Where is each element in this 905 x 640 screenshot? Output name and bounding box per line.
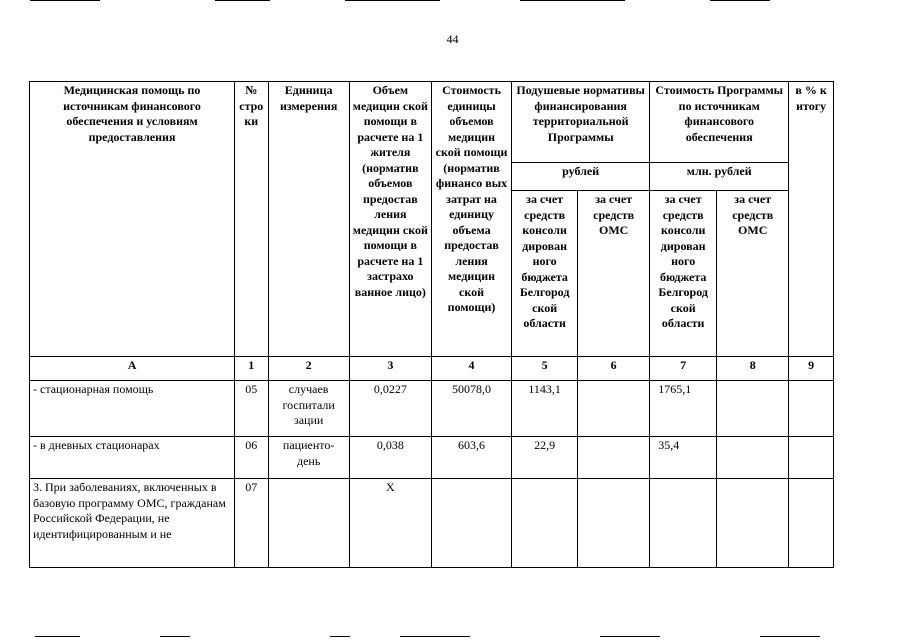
row-prog-budget: 1765,1 [650,381,717,437]
header-volume: Объем медицин ской помощи в расчете на 1 жителя (норматив объемов предостав ления медицин ской помощи в расчете на 1 застрахо ванное лицо) [349,82,431,357]
row-line: 05 [235,381,268,437]
row-cost: 50078,0 [431,381,511,437]
row-unit [268,479,349,568]
row-prog-oms [717,479,789,568]
header-norm-oms: за счет средств ОМС [578,191,650,357]
column-number: А [30,357,235,381]
row-norm-oms [578,479,650,568]
bottom-edge-line [330,636,350,637]
header-cost-oms: за счет средств ОМС [717,191,789,357]
column-number: 2 [268,357,349,381]
row-name: - стационарная помощь [30,381,235,437]
header-unit-rubles: рублей [512,163,650,191]
column-number: 1 [235,357,268,381]
row-prog-oms [717,381,789,437]
column-number: 7 [650,357,717,381]
row-name: 3. При заболеваниях, включенных в базовую программу ОМС, гражданам Российской Федерации, не идентифицированным и не [30,479,235,568]
row-volume: 0,0227 [349,381,431,437]
row-prog-oms [717,437,789,479]
row-norm-budget: 1143,1 [512,381,578,437]
row-prog-budget [650,479,717,568]
row-prog-budget: 35,4 [650,437,717,479]
row-cost [431,479,511,568]
top-edge-line [520,0,625,1]
header-cost-budget: за счет средств консоли дирован ного бюджета Белгород ской области [650,191,717,357]
bottom-edge-line [400,636,470,637]
top-edge-line [30,0,100,1]
row-pct [789,479,834,568]
row-norm-budget [512,479,578,568]
column-number: 4 [431,357,511,381]
bottom-edge-line [35,636,80,637]
header-norm-budget: за счет средств консоли дирован ного бюджета Белгород ской области [512,191,578,357]
table-row [30,479,834,568]
row-pct [789,381,834,437]
header-program-cost: Стоимость Программы по источникам финансового обеспечения [650,82,789,163]
top-edge-line [345,0,440,1]
row-pct [789,437,834,479]
header-per-capita-norms: Подушевые нормативы финансирования территориальной Программы [512,82,650,163]
top-edge-line [710,0,770,1]
header-line-number: № стро ки [235,82,268,357]
row-unit: случаев госпитали зации [268,381,349,437]
column-number: 3 [349,357,431,381]
row-name: - в дневных стационарах [30,437,235,479]
row-volume: 0,038 [349,437,431,479]
table-row [30,437,834,479]
row-cost: 603,6 [431,437,511,479]
row-norm-oms [578,381,650,437]
top-edge-line [215,0,270,1]
table-row [30,381,834,437]
bottom-edge-line [600,636,660,637]
column-number: 8 [717,357,789,381]
header-unit-mln-rubles: млн. рублей [650,163,789,191]
row-norm-oms [578,437,650,479]
row-volume: Х [349,479,431,568]
header-care-type: Медицинская помощь по источникам финансового обеспечения и условиям предоставления [30,82,235,357]
row-norm-budget: 22,9 [512,437,578,479]
row-line: 07 [235,479,268,568]
column-number: 9 [789,357,834,381]
column-number: 5 [512,357,578,381]
column-number: 6 [578,357,650,381]
header-percent-total: в % к итогу [789,82,834,357]
financing-table [29,81,834,568]
bottom-edge-line [160,636,190,637]
row-line: 06 [235,437,268,479]
row-unit: пациенто- день [268,437,349,479]
header-unit-cost: Стоимость единицы объемов медицин ской помощи (норматив финансо вых затрат на единицу объема предостав ления медицин ской помощи) [431,82,511,357]
header-unit: Единица измерения [268,82,349,357]
page-number: 44 [446,32,459,46]
bottom-edge-line [760,636,820,637]
